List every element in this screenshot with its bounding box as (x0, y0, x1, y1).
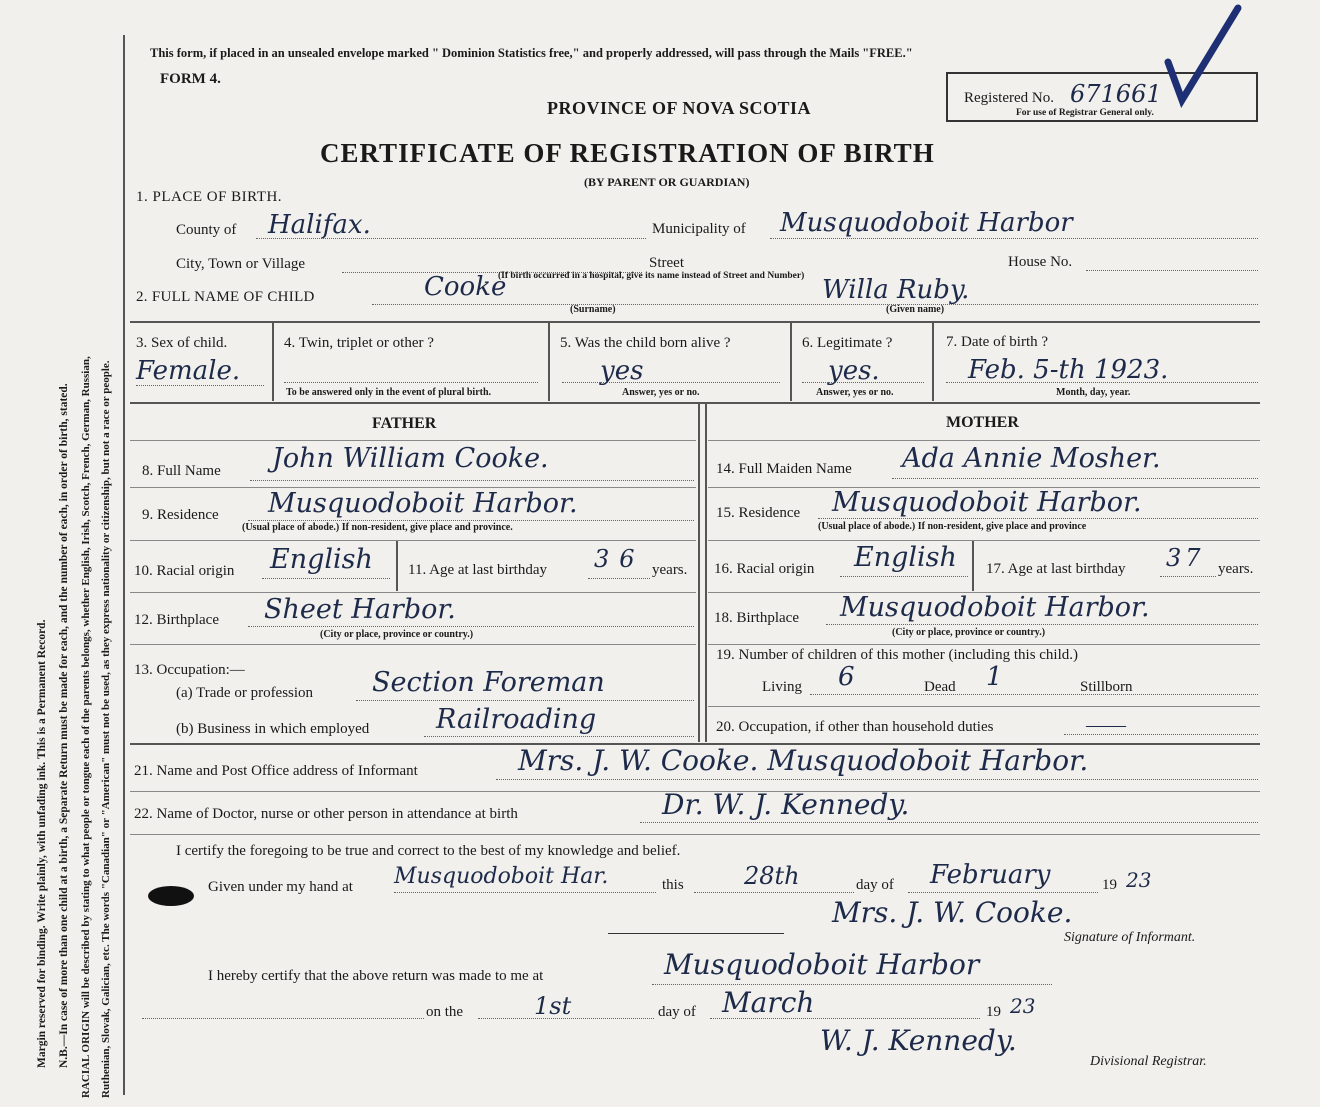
registrar-certify-text: I hereby certify that the above return was made to me at (208, 968, 544, 984)
given-year-prefix: 19 (1102, 877, 1117, 893)
given-caption: (Given name) (886, 304, 945, 315)
given-day-of-label: day of (856, 877, 894, 893)
dob-note: Month, day, year. (1056, 387, 1131, 398)
registrar-day-of-label: day of (658, 1004, 696, 1020)
living-value: 6 (838, 662, 855, 692)
father-racial-label: 10. Racial origin (134, 563, 235, 579)
father-residence-label: 9. Residence (142, 507, 219, 523)
legitimate-label: 6. Legitimate ? (802, 335, 893, 351)
legit-dots (802, 382, 924, 383)
twin-label: 4. Twin, triplet or other ? (284, 335, 434, 351)
given-place-value: Musquodoboit Har. (394, 864, 609, 889)
registrar-place-value: Musquodoboit Harbor (664, 948, 980, 981)
born-alive-label: 5. Was the child born alive ? (560, 335, 731, 351)
row22-rule (130, 834, 1260, 835)
county-dots (256, 238, 646, 239)
father-name-value: John William Cooke. (272, 443, 549, 474)
doctor-dots (640, 822, 1258, 823)
certify-text: I certify the foregoing to be true and correct to the best of my knowledge and belief. (176, 843, 681, 859)
father-heading-rule (130, 440, 696, 441)
place-of-birth-heading: 1. PLACE OF BIRTH. (136, 189, 283, 205)
house-label: House No. (1008, 254, 1073, 270)
mother-age-dots (1160, 576, 1216, 577)
children-count-label: 19. Number of children of this mother (including this child.) (716, 647, 1079, 663)
mother-racial-label: 16. Racial origin (714, 561, 815, 577)
business-dots (424, 736, 694, 737)
father-birthplace-note: (City or place, province or country.) (320, 629, 474, 640)
trade-label: (a) Trade or profession (176, 685, 314, 701)
father-residence-note: (Usual place of abode.) If non-resident, give place and province. (242, 522, 513, 533)
father-bp-dots (248, 626, 694, 627)
born-alive-value: yes (600, 356, 644, 386)
informant-label: 21. Name and Post Office address of Informant (134, 763, 418, 779)
mother-name-dots (892, 478, 1258, 479)
margin-note-racial-origin: RACIAL ORIGIN will be described by stating to what people or tongue each of the parents belongs, whether English, Irish, Scotch, French, German, Russian, (80, 356, 92, 1098)
col-div-3 (790, 323, 792, 401)
mother-residence-note: (Usual place of abode.) If non-resident, give place and province (818, 521, 1087, 532)
informant-dots (496, 779, 1258, 780)
mother-occ-dots (1064, 734, 1258, 735)
mother-birthplace-label: 18. Birthplace (714, 610, 799, 626)
father-racial-value: English (270, 544, 373, 575)
registrar-day-value: 1st (534, 992, 572, 1020)
child-given-value: Willa Ruby. (822, 275, 970, 305)
father-residence-value: Musquodoboit Harbor. (268, 488, 578, 519)
check-mark-icon (1160, 0, 1260, 110)
parent-divider-a (698, 404, 700, 742)
trade-dots (356, 700, 694, 701)
mother-bp-dots (826, 624, 1258, 625)
margin-note-racial-origin-cont: Ruthenian, Slovak, Galician, etc. The words "Canadian" or "American" must not be used, as they express nationality or citizenship, but not a race or people. (100, 360, 112, 1098)
col-div-4 (932, 323, 934, 401)
living-label: Living (762, 679, 802, 695)
twin-dots (284, 382, 538, 383)
municipality-dots (770, 238, 1258, 239)
on-the-label: on the (426, 1004, 464, 1020)
rule-2 (130, 402, 1260, 404)
given-under-label: Given under my hand at (208, 879, 353, 895)
doctor-label: 22. Name of Doctor, nurse or other person in attendance at birth (134, 806, 518, 822)
informant-sig-line-left (608, 933, 784, 934)
registrar-place-dots (652, 984, 1052, 985)
registrar-signature-caption: Divisional Registrar. (1090, 1054, 1207, 1069)
certificate-subtitle: (BY PARENT OR GUARDIAN) (584, 175, 750, 189)
dob-value: Feb. 5-th 1923. (968, 355, 1169, 385)
margin-note-binding: Margin reserved for binding. Write plainly, with unfading ink. This is a Permanent Record. (36, 619, 48, 1068)
business-value: Railroading (436, 704, 597, 735)
father-birthplace-value: Sheet Harbor. (264, 594, 456, 625)
county-label: County of (176, 222, 237, 238)
registered-number: 671661 (1070, 80, 1162, 108)
child-name-label: 2. FULL NAME OF CHILD (136, 289, 315, 305)
mother-age-divider (972, 541, 974, 591)
alive-dots (562, 382, 780, 383)
father-name-label: 8. Full Name (142, 463, 221, 479)
row18-rule-m (708, 644, 1260, 645)
dead-label: Dead (924, 679, 956, 695)
row10-rule-f (130, 592, 696, 593)
dob-dots (946, 382, 1258, 383)
informant-value: Mrs. J. W. Cooke. Musquodoboit Harbor. (518, 744, 1089, 777)
surname-caption: (Surname) (570, 304, 616, 315)
given-year-value: 23 (1126, 868, 1152, 892)
mother-occupation-value: —— (1086, 714, 1126, 736)
ink-blot (148, 886, 194, 906)
mother-racial-value: English (854, 542, 957, 573)
mother-occupation-label: 20. Occupation, if other than household duties (716, 719, 994, 735)
given-month-dots (908, 892, 1098, 893)
mother-residence-value: Musquodoboit Harbor. (832, 487, 1142, 518)
legitimate-value: yes. (828, 356, 880, 386)
given-day-value: 28th (744, 862, 800, 890)
father-occupation-label: 13. Occupation:— (134, 662, 245, 678)
row12-rule-f (130, 644, 696, 645)
registrar-month-dots (710, 1018, 980, 1019)
margin-note-multiple-births: N.B.—In case of more than one child at a birth, a Separate Return must be made for each, and the number of each, in order of birth, stated. (58, 383, 70, 1068)
house-dots (1086, 270, 1258, 271)
father-age-dots (588, 578, 650, 579)
father-age-label: 11. Age at last birthday (408, 562, 547, 578)
row15-rule-m (708, 540, 1260, 541)
child-name-dots (372, 304, 1258, 305)
stillborn-label: Stillborn (1080, 679, 1133, 695)
father-age-divider (396, 541, 398, 591)
father-res-dots (248, 520, 694, 521)
province-heading: PROVINCE OF NOVA SCOTIA (547, 98, 812, 118)
mother-res-dots (818, 518, 1258, 519)
given-day-dots (694, 892, 854, 893)
mother-age-unit: years. (1218, 561, 1254, 577)
registrar-left-dots (142, 1018, 424, 1019)
living-dots (810, 694, 1258, 695)
form-number: FORM 4. (160, 71, 221, 87)
mother-name-value: Ada Annie Mosher. (902, 443, 1161, 474)
parent-divider-b (705, 404, 707, 742)
sex-label: 3. Sex of child. (136, 335, 228, 351)
registrar-month-value: March (722, 986, 815, 1019)
certificate-title: CERTIFICATE OF REGISTRATION OF BIRTH (320, 138, 935, 168)
hospital-note: (If birth occurred in a hospital, give its name instead of Street and Number) (498, 271, 805, 281)
dead-value: 1 (986, 662, 1003, 692)
given-place-dots (394, 892, 656, 893)
col-div-1 (272, 323, 274, 401)
child-surname-value: Cooke (424, 272, 507, 302)
municipality-label: Municipality of (652, 221, 746, 237)
city-label: City, Town or Village (176, 256, 306, 272)
registrar-signature: W. J. Kennedy. (820, 1024, 1017, 1057)
mother-age-label: 17. Age at last birthday (986, 561, 1126, 577)
doctor-value: Dr. W. J. Kennedy. (662, 788, 910, 821)
given-month-value: February (930, 860, 1051, 890)
registrar-note: For use of Registrar General only. (1016, 108, 1154, 118)
registrar-year-value: 23 (1010, 994, 1036, 1018)
registrar-day-dots (478, 1018, 654, 1019)
registered-label: Registered No. (964, 90, 1054, 106)
business-label: (b) Business in which employed (176, 721, 370, 737)
rule-1 (130, 321, 1260, 323)
dob-label: 7. Date of birth ? (946, 334, 1049, 350)
father-heading: FATHER (372, 415, 437, 432)
mail-notice: This form, if placed in an unsealed envelope marked " Dominion Statistics free," and properly addressed, will pass through the Mails "FREE." (150, 46, 913, 60)
mother-birthplace-value: Musquodoboit Harbor. (840, 592, 1150, 623)
row9-rule-f (130, 540, 696, 541)
twin-note: To be answered only in the event of plural birth. (286, 387, 492, 398)
municipality-value: Musquodoboit Harbor (780, 208, 1073, 238)
legitimate-note: Answer, yes or no. (816, 387, 894, 398)
mother-age-value: 37 (1166, 544, 1205, 572)
father-name-dots (250, 480, 694, 481)
mother-name-label: 14. Full Maiden Name (716, 461, 852, 477)
mother-heading-rule (708, 440, 1260, 441)
this-label: this (662, 877, 684, 893)
county-value: Halifax. (268, 210, 371, 240)
col-div-2 (548, 323, 550, 401)
street-label: Street (649, 255, 684, 271)
mother-residence-label: 15. Residence (716, 505, 801, 521)
row19-rule-m (708, 706, 1260, 707)
informant-signature-caption: Signature of Informant. (1064, 930, 1196, 945)
informant-signature: Mrs. J. W. Cooke. (832, 896, 1073, 929)
father-racial-dots (262, 578, 390, 579)
mother-racial-dots (840, 576, 968, 577)
registrar-year-prefix: 19 (986, 1004, 1001, 1020)
mother-birthplace-note: (City or place, province or country.) (892, 627, 1046, 638)
sex-dots (136, 385, 264, 386)
trade-value: Section Foreman (372, 667, 605, 698)
binding-margin-line (123, 35, 125, 1095)
mother-heading: MOTHER (946, 414, 1019, 431)
father-birthplace-label: 12. Birthplace (134, 612, 219, 628)
father-age-value: 36 (594, 545, 645, 573)
sex-value: Female. (136, 356, 241, 386)
born-alive-note: Answer, yes or no. (622, 387, 700, 398)
father-age-unit: years. (652, 562, 688, 578)
